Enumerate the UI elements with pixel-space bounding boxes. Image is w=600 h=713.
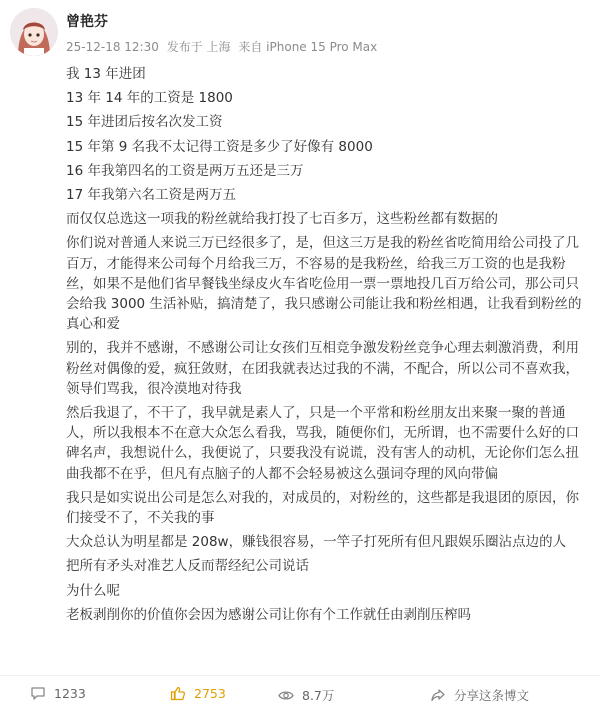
post-location: 发布于 上海	[166, 40, 231, 54]
share-label: 分享这条博文	[454, 688, 530, 703]
post-paragraph: 别的，我并不感谢，不感谢公司让女孩们互相竞争激发粉丝竞争心理去刺激消费，利用粉丝对偶像的爱，疯狂敛财，在团我就表达过我的不满，不配合，所以公司不喜欢我，领导们骂我，很冷漠地对待我	[66, 340, 579, 397]
post-paragraph: 15 年进团后按名次发工资	[66, 114, 223, 131]
post-paragraph: 你们说对普通人来说三万已经很多了，是，但这三万是我的粉丝省吃简用给公司投了几百万，才能得来公司每个月给我三万，不容易的是我粉丝，给我三万工资的也是我粉丝，如果不是他们省早餐钱坐绿皮火车省吃俭用一票一票地投几百万给公司，那公司只会给我 3000 生活补贴，搞清楚了，我只感谢公司能让我和粉丝相遇，让我看到粉丝的真心和爱	[66, 235, 582, 333]
post-paragraph: 15 年第 9 名我不太记得工资是多少了好像有 8000	[66, 138, 373, 155]
post-paragraph: 13 年 14 年的工资是 1800	[66, 90, 233, 107]
like-icon	[170, 686, 186, 701]
avatar[interactable]	[10, 8, 58, 56]
share-icon	[430, 688, 446, 703]
avatar-illustration	[10, 8, 58, 56]
comment-count: 1233	[54, 686, 86, 701]
post-meta	[66, 38, 381, 55]
post-paragraph: 老板剥削你的价值你会因为感谢公司让你有个工作就任由剥削压榨吗	[66, 606, 471, 623]
post-paragraph: 大众总认为明星都是 208w，赚钱很容易，一竿子打死所有但凡跟娱乐圈沾点边的人	[66, 534, 567, 551]
author-name[interactable]: 曾艳芬	[66, 14, 108, 30]
post-paragraph: 17 年我第六名工资是两万五	[66, 187, 236, 204]
post-paragraph: 而仅仅总选这一项我的粉丝就给我打投了七百多万，这些粉丝都有数据的	[66, 211, 498, 228]
like-count: 2753	[194, 686, 226, 701]
post-content	[66, 64, 586, 629]
post-device: 来自 iPhone 15 Pro Max	[238, 40, 378, 54]
post-paragraph: 为什么呢	[66, 582, 120, 599]
post-paragraph: 我只是如实说出公司是怎么对我的，对成员的，对粉丝的，这些都是我退团的原因，你们接受不了，不关我的事	[66, 489, 579, 527]
post-paragraph: 然后我退了，不干了，我早就是素人了，只是一个平常和粉丝朋友出来聚一聚的普通人，所以我根本不在意大众怎么看我，骂我，随便你们，无所谓，也不需要什么好的口碑名声，我想说什么，我便说了，只要我没有说谎，没有害人的动机，无论你们怎么扭曲我都不在乎，但凡有点脑子的人都不会轻易被这么强词夺理的风向带偏	[66, 405, 579, 482]
post-timestamp: 25-12-18 12:30	[66, 40, 159, 54]
post-actions-bar	[0, 675, 600, 713]
post-header	[0, 0, 600, 64]
share-button[interactable]	[430, 686, 529, 704]
view-count: 8.7万	[302, 688, 335, 703]
like-button[interactable]	[170, 686, 226, 701]
comment-button[interactable]	[30, 686, 86, 701]
view-stat	[278, 686, 334, 704]
post-paragraph: 16 年我第四名的工资是两万五还是三万	[66, 162, 304, 179]
comment-icon	[30, 686, 46, 701]
post-paragraph: 我 13 年进团	[66, 66, 146, 82]
view-icon	[278, 688, 294, 703]
post-paragraph: 把所有矛头对准艺人反而帮经纪公司说话	[66, 558, 309, 575]
